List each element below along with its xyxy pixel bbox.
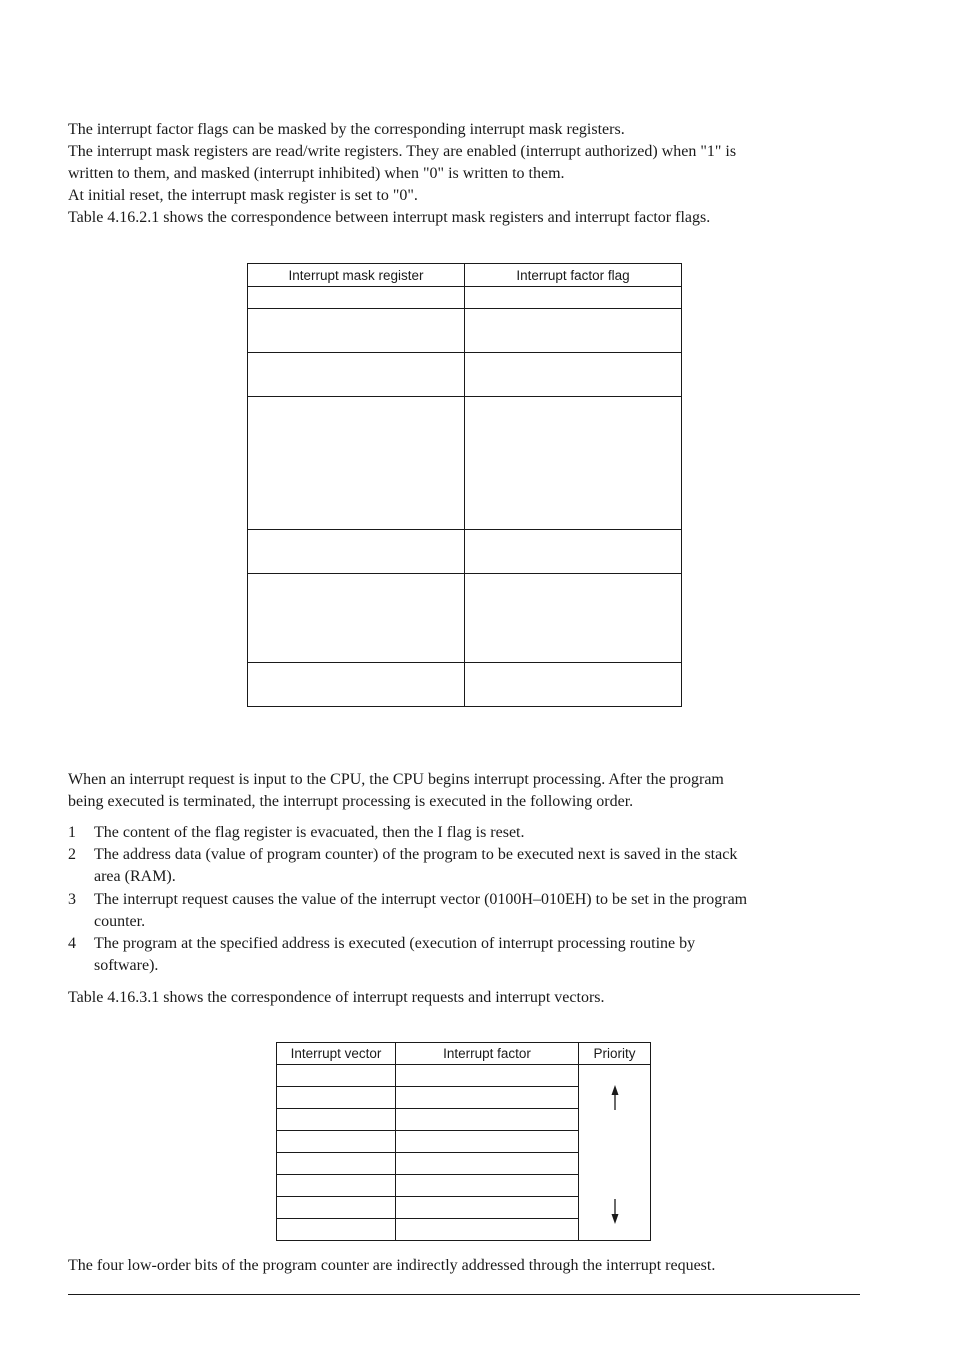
table-row	[277, 1065, 651, 1087]
column-header-factor: Interrupt factor	[396, 1043, 579, 1065]
step-number: 3	[68, 891, 76, 908]
step-text: The interrupt request causes the value of the interrupt vector (0100H–010EH) to be set in the program counter.	[94, 891, 748, 930]
factor-cell	[396, 1219, 579, 1241]
table-row	[248, 574, 682, 663]
table-row	[248, 397, 682, 530]
bottom-divider	[68, 1294, 860, 1295]
mask-register-cell	[248, 397, 465, 530]
factor-cell	[396, 1065, 579, 1087]
column-header-mask-register: Interrupt mask register	[248, 264, 465, 287]
intro-line: The interrupt factor flags can be masked by the corresponding interrupt mask registers.	[68, 121, 625, 138]
intro-paragraph	[68, 119, 860, 229]
factor-flag-cell	[465, 287, 682, 309]
factor-cell	[396, 1197, 579, 1219]
mask-register-cell	[248, 353, 465, 397]
vector-table-reference: Table 4.16.3.1 shows the correspondence of interrupt requests and interrupt vectors.	[68, 989, 605, 1006]
footer-note: The four low-order bits of the program counter are indirectly addressed through the interrupt request.	[68, 1257, 716, 1274]
processing-paragraph	[68, 769, 860, 813]
factor-flag-cell	[465, 574, 682, 663]
processing-line: When an interrupt request is input to the CPU, the CPU begins interrupt processing. After the program	[68, 771, 724, 788]
vector-cell	[277, 1109, 396, 1131]
factor-cell	[396, 1087, 579, 1109]
vector-cell	[277, 1219, 396, 1241]
interrupt-vector-table	[276, 1042, 651, 1241]
table-row	[248, 530, 682, 574]
arrow-down-icon	[609, 1198, 621, 1224]
table-header-row	[277, 1043, 651, 1065]
factor-flag-cell	[465, 353, 682, 397]
column-header-factor-flag: Interrupt factor flag	[465, 264, 682, 287]
intro-line: written to them, and masked (interrupt inhibited) when "0" is written to them.	[68, 165, 565, 182]
intro-line: At initial reset, the interrupt mask register is set to "0".	[68, 187, 418, 204]
factor-flag-cell	[465, 309, 682, 353]
step-number: 1	[68, 824, 76, 841]
step-text: The content of the flag register is evacuated, then the I flag is reset.	[94, 824, 525, 841]
arrow-up-icon	[609, 1085, 621, 1111]
mask-register-table	[247, 263, 682, 707]
mask-register-cell	[248, 663, 465, 707]
vector-cell	[277, 1197, 396, 1219]
priority-cell	[579, 1065, 651, 1241]
intro-line: The interrupt mask registers are read/write registers. They are enabled (interrupt authorized) when "1" is	[68, 143, 737, 160]
table-row	[248, 287, 682, 309]
factor-cell	[396, 1109, 579, 1131]
processing-line: being executed is terminated, the interrupt processing is executed in the following order.	[68, 793, 634, 810]
vector-cell	[277, 1087, 396, 1109]
table-header-row	[248, 264, 682, 287]
factor-cell	[396, 1131, 579, 1153]
step-number: 4	[68, 935, 76, 952]
column-header-vector: Interrupt vector	[277, 1043, 396, 1065]
step-number: 2	[68, 846, 76, 863]
vector-cell	[277, 1131, 396, 1153]
factor-flag-cell	[465, 530, 682, 574]
factor-cell	[396, 1175, 579, 1197]
column-header-priority: Priority	[579, 1043, 651, 1065]
step-text: The program at the specified address is executed (execution of interrupt processing routine by software).	[94, 935, 696, 974]
table-row	[248, 353, 682, 397]
mask-register-cell	[248, 530, 465, 574]
vector-cell	[277, 1153, 396, 1175]
factor-flag-cell	[465, 663, 682, 707]
mask-register-cell	[248, 574, 465, 663]
mask-register-cell	[248, 309, 465, 353]
table-row	[248, 663, 682, 707]
table-row	[248, 309, 682, 353]
vector-cell	[277, 1175, 396, 1197]
vector-cell	[277, 1065, 396, 1087]
step-text: The address data (value of program counter) of the program to be executed next is saved in the stack area (RAM).	[94, 846, 738, 885]
mask-register-cell	[248, 287, 465, 309]
factor-flag-cell	[465, 397, 682, 530]
factor-cell	[396, 1153, 579, 1175]
intro-line: Table 4.16.2.1 shows the correspondence between interrupt mask registers and interrupt factor flags.	[68, 209, 711, 226]
